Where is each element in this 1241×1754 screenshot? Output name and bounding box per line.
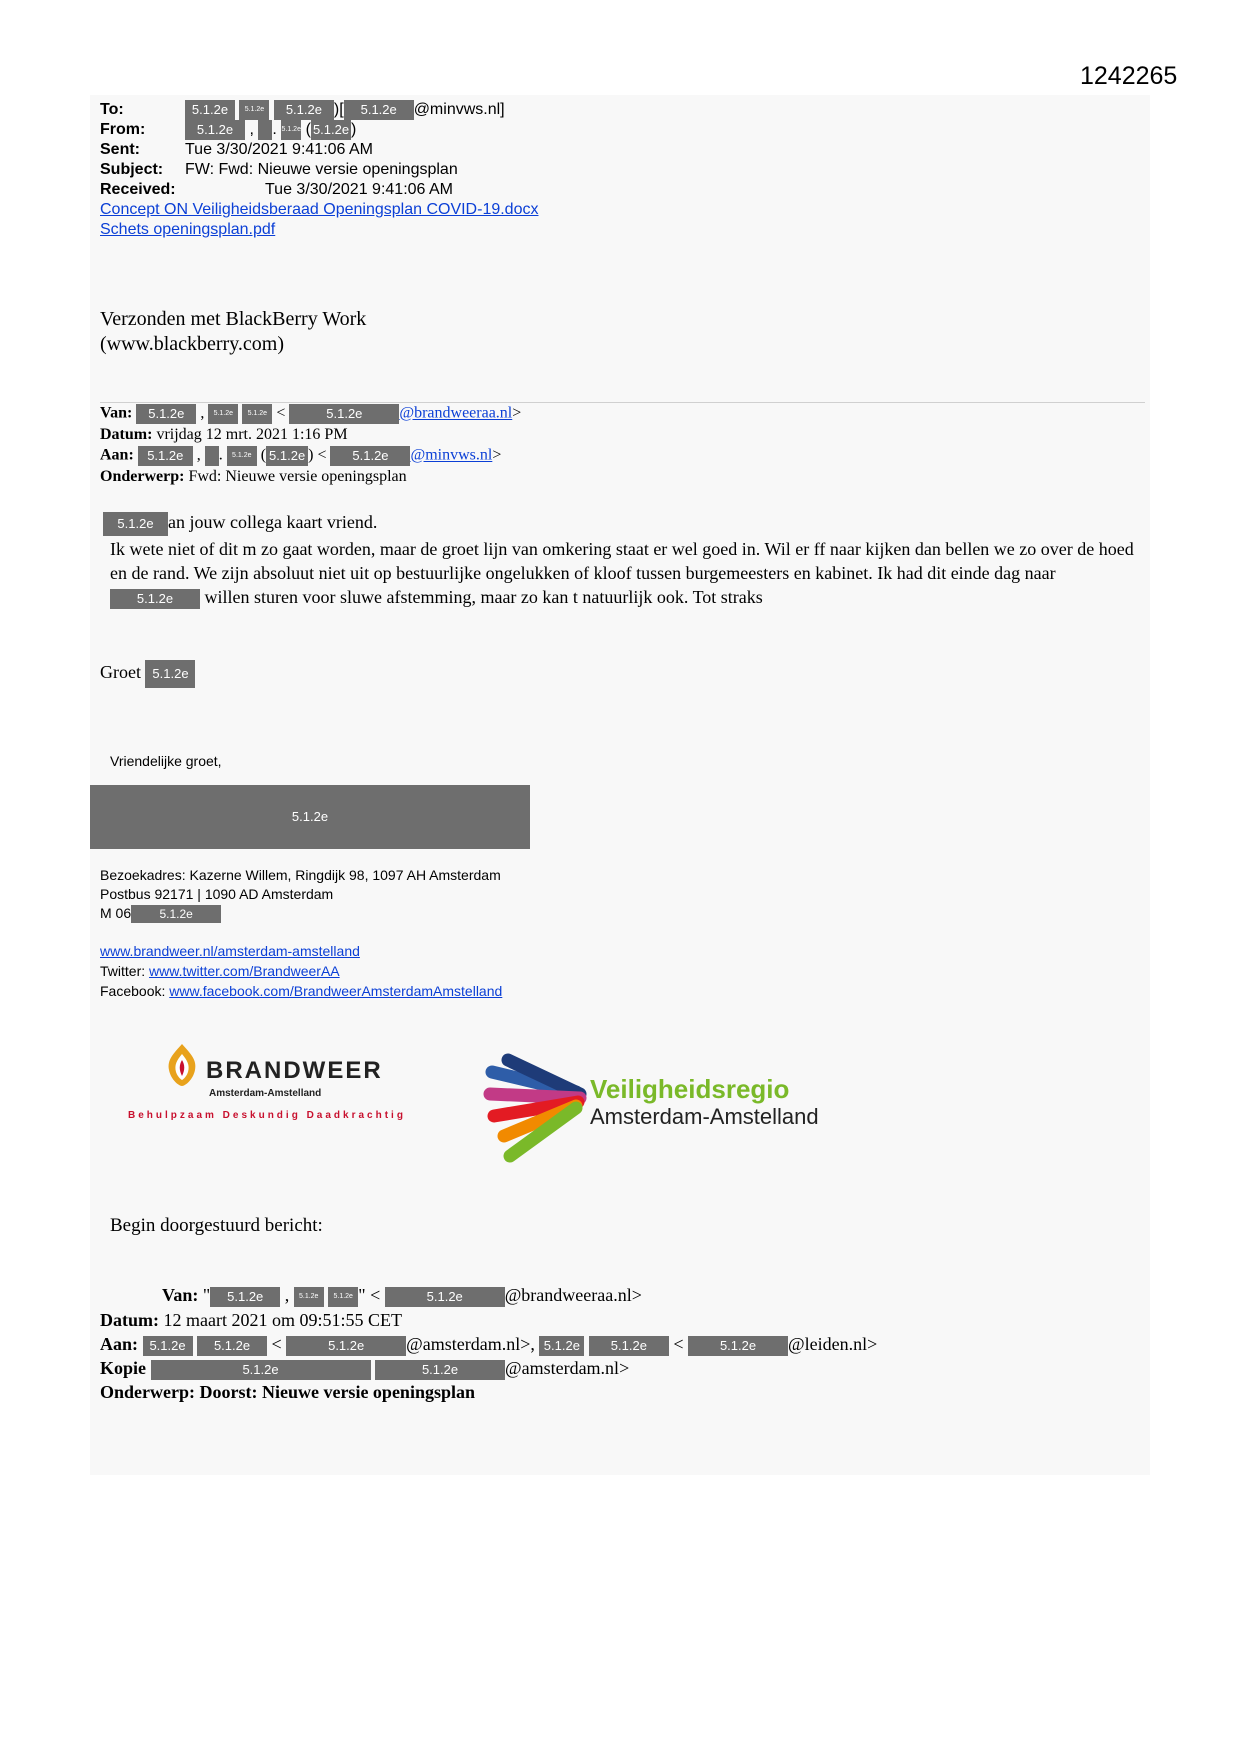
from-label: From: (100, 121, 146, 139)
twitter-link[interactable]: www.twitter.com/BrandweerAA (149, 963, 340, 979)
divider (100, 402, 1145, 403)
groet-line (100, 660, 195, 688)
veiligheidsregio-logo-icon (480, 1050, 590, 1171)
document-number: 1242265 (1080, 62, 1178, 90)
redaction: 5.1.2e (185, 120, 245, 140)
redaction: 5.1.2e (375, 1360, 505, 1380)
van-domain: @brandweeraa.nl> (504, 1285, 642, 1305)
redaction: 5.1.2e (289, 404, 399, 424)
from-line: From: 5.1.2e , . 5.1.2e ( 5.1.2e ) (100, 121, 357, 139)
datum-value: 12 maart 2021 om 09:51:55 CET (163, 1310, 402, 1330)
redaction: 5.1.2e (328, 1287, 358, 1307)
redaction: 5.1.2e (208, 404, 238, 424)
onderwerp-value: Fwd: Nieuwe versie openingsplan (188, 468, 407, 485)
received-value: Tue 3/30/2021 9:41:06 AM (265, 181, 453, 198)
redaction: 5.1.2e (103, 512, 168, 536)
van-label: Van: (100, 404, 133, 422)
attachment-link-pdf[interactable]: Schets openingsplan.pdf (100, 221, 276, 238)
aan-label: Aan: (100, 446, 134, 464)
redaction: 5.1.2e (138, 446, 193, 466)
redaction: 5.1.2e (151, 1360, 371, 1380)
sent-label: Sent: (100, 141, 140, 158)
brandweer-logo-icon (163, 1042, 201, 1093)
redaction: 5.1.2e (688, 1336, 788, 1356)
forward2-onderwerp-line (100, 1382, 475, 1403)
mobile-prefix: M 06 (100, 905, 132, 921)
redaction: 5.1.2e (145, 660, 195, 688)
facebook-label: Facebook: (100, 983, 166, 999)
redaction-signature-block: 5.1.2e (90, 785, 530, 849)
vr-name: Veiligheidsregio (590, 1074, 790, 1104)
twitter-label: Twitter: (100, 963, 146, 979)
brandweer-motto: Behulpzaam Deskundig Daadkrachtig (128, 1110, 406, 1121)
sent-line (100, 140, 373, 160)
blackberry-line: Verzonden met BlackBerry Work (100, 308, 367, 330)
redaction: 5.1.2e (539, 1336, 584, 1356)
kopie-label: Kopie (100, 1358, 147, 1378)
redaction: 5.1.2e (266, 446, 308, 466)
signature-greeting: Vriendelijke groet, (110, 753, 222, 769)
groet-text: Groet (100, 662, 141, 683)
redaction: 5.1.2e (330, 446, 410, 466)
received-line (100, 180, 453, 200)
subject-label: Subject: (100, 161, 164, 178)
redaction: 5.1.2e (242, 404, 272, 424)
redaction: 5.1.2e (286, 1336, 406, 1356)
received-label: Received: (100, 181, 176, 198)
aan-label: Aan: (100, 1334, 139, 1354)
message-line1: an jouw collega kaart vriend. (168, 512, 378, 533)
subject-value: FW: Fwd: Nieuwe versie openingsplan (185, 161, 458, 178)
signature-address: Bezoekadres: Kazerne Willem, Ringdijk 98, 1097 AH Amsterdam (100, 867, 501, 883)
redaction: 5.1.2e (131, 905, 221, 923)
to-line: To: 5.1.2e 5.1.2e 5.1.2e )[ 5.1.2e @minvws.nl] (100, 101, 505, 119)
aan-domain-2: @leiden.nl> (788, 1334, 878, 1354)
message-paragraph (110, 537, 1145, 609)
facebook-line (100, 982, 502, 1001)
signature-postbus: Postbus 92171 | 1090 AD Amsterdam (100, 886, 334, 902)
kopie-domain: @amsterdam.nl> (505, 1358, 630, 1378)
redaction: 5.1.2e (385, 1287, 505, 1307)
blackberry-url: (www.blackberry.com) (100, 333, 284, 355)
redaction: 5.1.2e (311, 120, 351, 140)
aan-email-link[interactable]: @minvws.nl (410, 446, 493, 464)
vr-region: Amsterdam-Amstelland (590, 1104, 819, 1129)
message-paragraph-tail: willen sturen voor sluwe afstemming, maar zo kan t natuurlijk ook. Tot straks (204, 587, 763, 607)
to-label: To: (100, 101, 124, 119)
onderwerp-label: Onderwerp: (100, 468, 185, 485)
forward1-aan-line: Aan: 5.1.2e , . 5.1.2e ( 5.1.2e ) < 5.1.2e @minvws.nl> (100, 446, 501, 466)
datum-label: Datum: (100, 1310, 159, 1330)
onderwerp-value: Doorst: Nieuwe versie openingsplan (199, 1382, 475, 1402)
forward1-onderwerp-line (100, 468, 407, 486)
redaction: 5.1.2e (143, 1336, 193, 1356)
forward2-intro: Begin doorgestuurd bericht: (110, 1215, 323, 1236)
datum-value: vrijdag 12 mrt. 2021 1:16 PM (156, 426, 348, 443)
datum-label: Datum: (100, 426, 153, 443)
to-domain: @minvws.nl] (413, 101, 505, 119)
forward2-aan-line: Aan: 5.1.2e 5.1.2e < 5.1.2e @amsterdam.nl>, 5.1.2e 5.1.2e < 5.1.2e @leiden.nl> (100, 1334, 878, 1354)
redaction: 5.1.2e (136, 404, 196, 424)
redaction: 5.1.2e (274, 100, 334, 120)
twitter-line (100, 962, 340, 981)
redaction: 5.1.2e (197, 1336, 267, 1356)
redaction: 5.1.2e (239, 100, 269, 120)
message-first-line (103, 512, 377, 536)
redaction (258, 120, 272, 140)
forward2-van-line: Van: " 5.1.2e , 5.1.2e 5.1.2e " < 5.1.2e @brandweeraa.nl> (162, 1285, 642, 1305)
redaction: 5.1.2e (185, 100, 235, 120)
redaction: 5.1.2e (294, 1287, 324, 1307)
brandweer-region: Amsterdam-Amstelland (209, 1088, 322, 1099)
aan-domain-1: @amsterdam.nl>, (406, 1334, 535, 1354)
van-email-link[interactable]: @brandweeraa.nl (399, 404, 513, 422)
redaction: 5.1.2e (110, 589, 200, 609)
facebook-link[interactable]: www.facebook.com/BrandweerAmsterdamAmstelland (169, 983, 503, 999)
redaction: 5.1.2e (210, 1287, 280, 1307)
redaction: 5.1.2e (589, 1336, 669, 1356)
forward1-van-line: Van: 5.1.2e , 5.1.2e 5.1.2e < 5.1.2e @brandweeraa.nl> (100, 404, 521, 424)
brandweer-name: BRANDWEER (206, 1057, 383, 1084)
onderwerp-label: Onderwerp: (100, 1382, 195, 1402)
subject-line (100, 160, 458, 180)
forward1-datum-line (100, 426, 348, 444)
attachment-link-docx[interactable]: Concept ON Veiligheidsberaad Openingsplan COVID-19.docx (100, 201, 539, 218)
signature-mobile (100, 904, 221, 923)
van-label: Van: (162, 1285, 199, 1305)
redaction: 5.1.2e (281, 120, 301, 140)
message-paragraph-text: Ik wete niet of dit m zo gaat worden, maar de groet lijn van omkering staat er wel goed in. Wil er ff naar kijken dan bellen we zo over de hoed en de rand. We zijn absoluut niet uit op bestuurlijke ongelukken of kloof tussen burgemeesters en kabinet. Ik had dit einde dag naar (110, 539, 1134, 583)
forward2-datum-line (100, 1310, 402, 1331)
redaction: 5.1.2e (227, 446, 257, 466)
redaction: 5.1.2e (344, 100, 414, 120)
redaction (205, 446, 219, 466)
sent-value: Tue 3/30/2021 9:41:06 AM (185, 141, 373, 158)
forward2-kopie-line (100, 1358, 629, 1380)
website-link[interactable]: www.brandweer.nl/amsterdam-amstelland (100, 943, 360, 959)
